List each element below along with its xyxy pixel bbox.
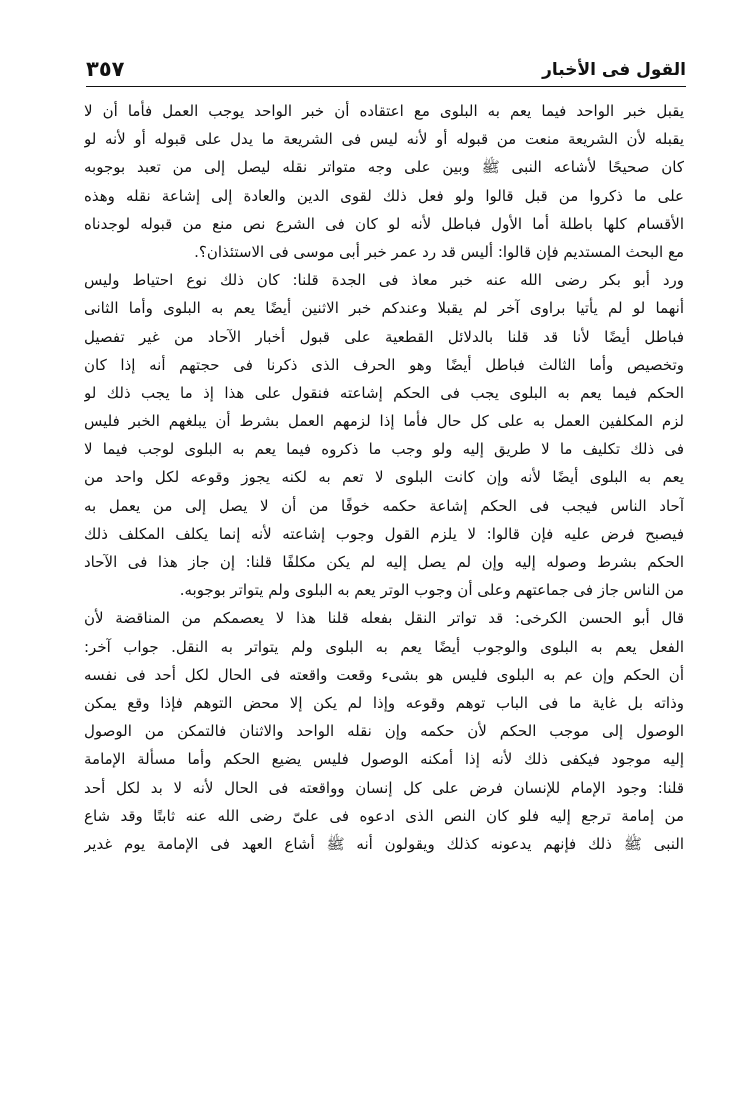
text-line: قلنا: وجود الإمام للإنسان فرض على كل إنسان وواقعته فى الحال لأنه لا بد لكل أحد xyxy=(84,778,684,797)
text-line: الوصول إلى موجب الحكم لأن حكمه وإن نقله الواحد والاثنان فالتمكن من الوصول xyxy=(84,722,684,741)
text-line: قال أبو الحسن الكرخى: قد تواتر النقل بفعله قلنا هذا لا يعصمكم من المناقضة لأن xyxy=(84,609,684,628)
text-line: كان صحيحًا لأشاعه النبى ﷺ وبين على وجه متواتر نقله ليصل إلى من تعبد بوجوبه xyxy=(84,158,684,177)
page-header xyxy=(86,56,686,88)
text-line: الأقسام كلها باطلة أما الأول فباطل لأنه لو كان فى الشرع نص منع من قبوله لوجدناه xyxy=(84,214,684,233)
text-line: الحكم فيما يعم به البلوى يجب فى الحكم إشاعته فنقول على هذا إذ ما يجب ذلك لو xyxy=(84,383,684,402)
running-title: القول فى الأخبار xyxy=(542,60,686,80)
text-line: إليه موجود فيكفى ذلك لأنه إذا أمكنه الوصول فليس يضيع الحكم وأما مسألة الإمامة xyxy=(84,750,684,769)
text-line: وذاته بل غاية ما فى الباب توهم وقوعه وإذا لم يكن إلا محض التوهم فإذا وقع يمكن xyxy=(84,693,684,712)
text-line: على ما ذكروا من قبل قالوا ولو فعل ذلك لقوى الدين والعادة إلى إشاعة نقله وهذه xyxy=(84,186,684,205)
page-number: ٣٥٧ xyxy=(86,57,125,81)
text-line: فى ذلك تكليف ما لا طريق إليه ولو وجب ما ذكروه فيما يعم به البلوى لوجب فيما لا xyxy=(84,440,684,459)
text-line: يقبل خبر الواحد فيما يعم به البلوى مع اعتقاده أن خبر الواحد يوجب العمل فأما أن لا xyxy=(84,102,684,120)
text-line: النبى ﷺ ذلك فإنهم يدعونه كذلك ويقولون أنه ﷺ أشاع العهد فى الإمامة يوم غدير xyxy=(84,834,684,853)
text-line: من الناس جاز فى جماعتهم وعلى أن وجوب الوتر يعم به البلوى ولم يتواتر بوجوبه. xyxy=(179,581,684,600)
text-line: من إمامة ترجع إليه فلو كان النص الذى ادعوه فى علىّ رضى الله عنه ثابتًا وقد شاع xyxy=(84,806,684,825)
text-line: آحاد الناس فيجب فى الحكم إشاعة حكمه خوفًا من أن لا يصل إلى من يعمل به xyxy=(84,496,684,515)
text-line: أن الحكم وإن عم به البلوى فليس هو بشىء وقعت واقعته فى الحال لكل أحد فى نفسه xyxy=(84,665,684,684)
header-rule xyxy=(86,86,686,87)
text-line: فيصبح فرض عليه فإن قالوا: لا يلزم القول وجوب إشاعته لأنه إنما يكلف المكلف ذلك xyxy=(84,524,684,543)
text-line: وتخصيص وأما الثالث فباطل أيضًا وهو الحرف الذى ذكرنا فى حجتهم أنه إذا كان xyxy=(84,355,684,374)
text-line: لزم المكلفين العمل به على كل حال فأما إذا لزمهم العمل بشرط أن يبلغهم الخبر فليس xyxy=(84,412,684,431)
text-line: فباطل أيضًا لأنا قد قلنا بالدلائل القطعية على قبول أخبار الآحاد من غير تفصيل xyxy=(84,327,684,346)
text-line: أنهما لو لم يأتيا براوى آخر لم يقبلا وعندكم خبر الاثنين أيضًا يعم به البلوى وأما الثانى xyxy=(84,299,684,318)
text-line: الحكم بشرط وصوله إليه وإن لم يصل إليه لم يكن مكلفًا قلنا: إن جاز هذا فى الآحاد xyxy=(84,553,684,571)
text-line: يقبله لأن الشريعة منعت من قبوله أو لأنه ليس فى الشريعة ما يدل على قبوله أو لأنه لو xyxy=(84,130,684,149)
body-text xyxy=(84,97,684,858)
text-line: يعم به البلوى أيضًا لأنه وإن كانت البلوى لا تعم به لكنه يجوز وقوعه لكل واحد من xyxy=(84,468,684,487)
text-line: مع البحث المستديم فإن قالوا: أليس قد رد عمر خبر أبى موسى فى الاستئذان؟. xyxy=(194,242,684,261)
text-line: الفعل يعم به البلوى والوجوب أيضًا يعم به البلوى ولم يتواتر به النقل. جواب آخر: xyxy=(84,637,684,656)
text-line: ورد أبو بكر رضى الله عنه خبر معاذ فى الجدة قلنا: كان ذلك نوع احتياط وليس xyxy=(84,271,684,290)
